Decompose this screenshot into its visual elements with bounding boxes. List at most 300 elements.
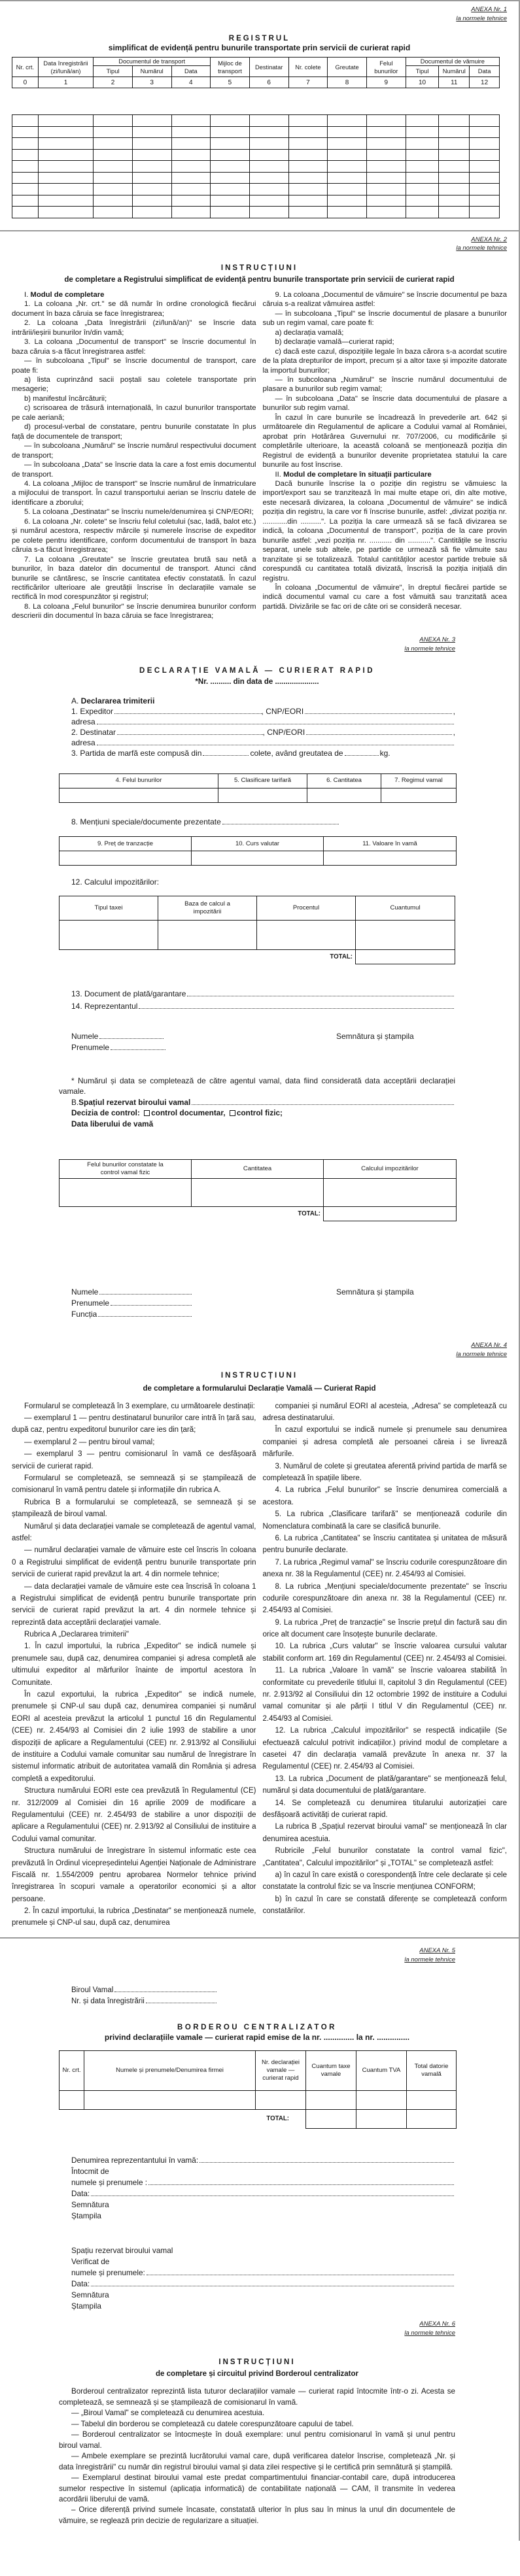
procentul-cell[interactable] (257, 921, 356, 950)
cantitatea-constatata-cell[interactable] (192, 1179, 324, 1207)
register-cell[interactable] (211, 126, 250, 138)
register-cell[interactable] (171, 172, 211, 184)
instruction-paragraph: Formularul se completează, se semnează și se ștampilează de comisionarul în vamă pentru datele și informațiile din rubrica A. (12, 1474, 256, 1495)
register-cell[interactable] (171, 184, 211, 195)
annex2-instructions (12, 290, 507, 621)
instruction-paragraph: — în subcoloana „Tipul" se înscrie documentul de transport, care poate fi: (12, 357, 256, 375)
declaration-number-date: *Nr. .......... din data de ..................... (195, 678, 319, 686)
annex2-title: INSTRUCȚIUNI (220, 264, 298, 273)
partida-weight-label: colete, având greutatea de (250, 748, 343, 758)
instruction-paragraph: — Ambele exemplare se prezintă lucrătorului vamal care, după verificarea datelor înscrise, completează „Nr. și data înregistrării" cu număr din registrul biroului vamal și data zilei respective și le certifică prin semnătură și ștampilă. (59, 2452, 455, 2471)
verificat-data-line (71, 2279, 455, 2290)
felul-bunurilor-cell[interactable] (60, 788, 218, 802)
instruction-paragraph: b) declarație vamală—curierat rapid; (275, 338, 394, 347)
register-cell[interactable] (328, 195, 367, 207)
instruction-paragraph: 5. La rubrica „Clasificare tarifară" se menționează codurile din Nomenclatura combinată la care se clasifică bunurile. (262, 1510, 507, 1531)
register-cell[interactable] (288, 172, 328, 184)
section-b (59, 1076, 455, 1130)
instruction-paragraph: Structura numărului EORI este cea prevăzută în Regulamentul (CE) nr. 312/2009 al Comisiei din 16 aprilie 2009 de modificare a Regulamentului (CEE) nr. 2.454/93 de stabilire a unor dispoziții de aplicare a Regulamentului (CEE) nr. 2.913/92 al Consiliului de instituire a Codului vamal comunitar. (12, 1787, 256, 1843)
instruction-paragraph: — „Biroul Vamal" se completează cu denumirea acestuia. (71, 2409, 265, 2418)
register-cell[interactable] (211, 115, 250, 127)
agent-functia-field[interactable] (98, 1310, 192, 1317)
register-cell[interactable] (406, 138, 439, 150)
register-cell[interactable] (367, 126, 406, 138)
annex4-left-column (12, 1400, 256, 1929)
annex2-left-column (12, 290, 256, 621)
annex4-instructions (12, 1400, 507, 1929)
expeditor-address-label: adresa (71, 717, 95, 727)
register-cell[interactable] (12, 195, 39, 207)
register-cell[interactable] (12, 126, 39, 138)
register-cell[interactable] (94, 149, 133, 161)
colete-count-field[interactable] (203, 749, 249, 756)
instruction-paragraph: — în subcoloana „Data" se înscrie data la care a fost emis documentul de transport. (12, 461, 256, 479)
data-liberului: Data liberului de vamă (71, 1119, 154, 1128)
register-cell[interactable] (38, 115, 94, 127)
pret-cell[interactable] (60, 851, 192, 866)
instruction-paragraph: 3. Numărul de colete și greutatea aferentă privind partida de marfă se completează în spațiile libere. (262, 1462, 507, 1482)
register-cell[interactable] (439, 195, 470, 207)
agent-functia-line (71, 1309, 193, 1320)
prenumele-field[interactable] (111, 1043, 165, 1050)
register-cell[interactable] (470, 149, 500, 161)
baza-calcul-cell[interactable] (158, 921, 257, 950)
register-cell[interactable] (288, 207, 328, 218)
verificat-data-field[interactable] (91, 2280, 454, 2286)
col-calculul-impozitarilor: Calculul impozitărilor (324, 1160, 457, 1179)
denumire-repr-field[interactable] (199, 2156, 454, 2163)
register-cell[interactable] (288, 195, 328, 207)
register-cell[interactable] (439, 126, 470, 138)
instruction-paragraph: 1. La coloana „Nr. crt." se dă număr în ordine cronologică fiecărui document în baza căruia se face înregistrarea; (12, 300, 256, 318)
register-cell[interactable] (211, 207, 250, 218)
expeditor-cnp-field[interactable] (305, 707, 451, 714)
prenumele-label: Prenumele (71, 1042, 110, 1052)
annex4-page (0, 1337, 520, 1937)
col-doc-transport: Documentul de transport (94, 58, 211, 66)
denumire-repr-label: Denumirea reprezentantului în vamă: (71, 2156, 199, 2165)
column-number-12: 12 (470, 77, 500, 88)
register-cell[interactable] (328, 138, 367, 150)
register-cell[interactable] (439, 161, 470, 173)
doc-plata-field[interactable] (187, 990, 454, 996)
instruction-paragraph: Formularul se completează în 3 exemplare, cu următoarele destinații: (24, 1402, 255, 1410)
register-cell[interactable] (250, 138, 289, 150)
col-nr-colete: Nr. colete (288, 58, 328, 77)
table-row (12, 126, 500, 138)
register-cell[interactable] (171, 126, 211, 138)
register-cell[interactable] (288, 115, 328, 127)
register-cell[interactable] (132, 115, 171, 127)
register-cell[interactable] (38, 138, 94, 150)
intocmit-nume-line (71, 2177, 455, 2188)
register-cell[interactable] (171, 195, 211, 207)
section-b-field[interactable] (192, 1098, 454, 1105)
register-cell[interactable] (38, 149, 94, 161)
intocmit-nume-field[interactable] (148, 2178, 454, 2185)
register-cell[interactable] (288, 161, 328, 173)
annex5-title: BORDEROU CENTRALIZATOR (177, 2023, 337, 2031)
register-cell[interactable] (12, 138, 39, 150)
register-cell[interactable] (288, 138, 328, 150)
column-number-2: 2 (94, 77, 133, 88)
register-cell[interactable] (132, 172, 171, 184)
section-a (59, 696, 455, 759)
register-cell[interactable] (439, 207, 470, 218)
numele-field[interactable] (99, 1032, 164, 1039)
register-cell[interactable] (367, 207, 406, 218)
payment-representative (59, 988, 455, 1013)
instruction-paragraph: — data declarației vamale de vămuire este cea înscrisă în coloana 1 a Registrului simplificat de evidență pentru bunurile transportate prin servicii de curierat rapid prevăzut la art. 4 din normele tehnice și reprezintă data acceptării declarației vamale. (12, 1582, 256, 1627)
register-cell[interactable] (406, 161, 439, 173)
register-cell[interactable] (406, 149, 439, 161)
control-total-label: TOTAL: (298, 1210, 321, 1217)
register-cell[interactable] (94, 161, 133, 173)
register-cell[interactable] (12, 161, 39, 173)
register-cell[interactable] (328, 126, 367, 138)
register-cell[interactable] (12, 115, 39, 127)
register-cell[interactable] (94, 195, 133, 207)
sub-tipul: Tipul (94, 66, 133, 77)
instruction-paragraph: 10. La rubrica „Curs valutar" se înscrie valoarea cursului valutar stabilit conform art. 169 din Regulamentul (CEE) nr. 2.454/93 al Comisiei. (262, 1642, 507, 1663)
instruction-paragraph: Borderoul centralizator reprezintă lista tuturor declarațiilor vamale — curierat rapid întocmite într-o zi. Acesta se completează, se semnează și se ștampilează de comisionarul în vamă. (59, 2387, 455, 2407)
register-cell[interactable] (367, 195, 406, 207)
instruction-paragraph: — exemplarul 2 — pentru biroul vamal; (24, 1438, 155, 1446)
table-row (12, 184, 500, 195)
instruction-paragraph: 4. La coloana „Mijloc de transport" se înscrie numărul de înmatriculare a mijlocului de transport. În cazul transportului aerian se înscriu datele de identificare a zborului; (12, 479, 256, 507)
register-cell[interactable] (406, 126, 439, 138)
tax-total-cell[interactable] (356, 950, 455, 964)
register-cell[interactable] (470, 115, 500, 127)
annex4-reference (12, 1341, 507, 1359)
register-cell[interactable] (470, 126, 500, 138)
register-cell[interactable] (250, 207, 289, 218)
reprezentant-label: 14. Reprezentantul (71, 1002, 138, 1011)
col-taxe-vamale: Cuantum taxe vamale (306, 2051, 356, 2091)
register-cell[interactable] (171, 115, 211, 127)
felul-constatate-cell[interactable] (60, 1179, 192, 1207)
table-row (12, 161, 500, 173)
col-tva: Cuantum TVA (356, 2051, 407, 2091)
biroul-vamal-field[interactable] (114, 1986, 217, 1992)
doc-plata-label: 13. Document de plată/garantare (71, 989, 186, 999)
register-cell[interactable] (211, 161, 250, 173)
register-cell[interactable] (328, 184, 367, 195)
register-cell[interactable] (288, 149, 328, 161)
sub-data-vamuire: Data (470, 66, 500, 77)
annex3-ref-norms: la normele tehnice (404, 645, 455, 652)
cantitatea-cell[interactable] (307, 788, 381, 802)
register-cell[interactable] (94, 115, 133, 127)
doc-plata-line (71, 988, 455, 1000)
register-cell[interactable] (38, 195, 94, 207)
instruction-paragraph: b) manifestul încărcăturii; (24, 394, 107, 403)
col-procentul: Procentul (257, 896, 356, 921)
column-number-10: 10 (406, 77, 439, 88)
office-info (59, 1985, 455, 2007)
col-felul-bunurilor: 4. Felul bunurilor (60, 773, 218, 788)
destinatar-field[interactable] (117, 728, 262, 735)
register-cell[interactable] (94, 184, 133, 195)
signature-block-2 (59, 1287, 455, 1320)
expeditor-field[interactable] (114, 707, 261, 714)
register-cell[interactable] (367, 184, 406, 195)
nume-cell[interactable] (84, 2091, 256, 2110)
register-cell[interactable] (94, 126, 133, 138)
total-taxe-cell[interactable] (306, 2110, 356, 2129)
annex6-reference (59, 2320, 455, 2338)
verificat-de-label: Verificat de (71, 2257, 110, 2267)
register-cell[interactable] (38, 184, 94, 195)
instruction-paragraph: 6. La rubrica „Cantitatea" se înscriu cantitatea și unitatea de măsură pentru bunurile declarate. (262, 1534, 507, 1555)
reprezentant-field[interactable] (139, 1002, 454, 1009)
register-cell[interactable] (439, 115, 470, 127)
register-cell[interactable] (367, 115, 406, 127)
annex1-table-continued (0, 114, 520, 230)
signature-stamp-label: Semnătura și ștampila (336, 1031, 414, 1041)
register-cell[interactable] (132, 126, 171, 138)
table-row (12, 138, 500, 150)
instruction-paragraph: În coloana „Documentul de vămuire", în dreptul fiecărei partide se indică documentul vamal cu care a fost vămuită sau tranzitată acea partidă. Divizările se fac ori de câte ori se consideră necesar. (262, 583, 507, 611)
register-cell[interactable] (470, 138, 500, 150)
denumire-repr-line (71, 2155, 455, 2166)
col-clasificare-tarifara: 5. Clasificare tarifară (218, 773, 307, 788)
column-number-6: 6 (249, 77, 288, 88)
instruction-paragraph: I. Modul de completare (24, 290, 105, 299)
expeditor-address-field[interactable] (97, 718, 454, 724)
taxe-cell[interactable] (306, 2091, 356, 2110)
total-datorie-cell[interactable] (407, 2110, 457, 2129)
col-tipul-taxei: Tipul taxei (60, 896, 158, 921)
declaratie-cell[interactable] (256, 2091, 306, 2110)
register-cell[interactable] (211, 149, 250, 161)
tva-cell[interactable] (356, 2091, 407, 2110)
register-cell[interactable] (38, 126, 94, 138)
instruction-paragraph: Dacă bunurile înscrise la o poziție din registru se vămuiesc la import/export sau se tranzitează în mai multe etape ori, din alte motive, este necesară divizarea, la coloana „Documentul de vămuire" se indică poziția din registru, la care vor fi înscrise bunurile, astfel: „divizat poziția nr. ............din ..........". La poziția la care urmează să se facă divizarea se indică, la coloana „Documentul de transport", poziția de la care provin bunurile astfel: „vezi poziția nr. ........... din ...........". Cantitățile se înscriu separat, unele sub altele, pe partide ce urmează să fie vămuite sau tranzitate și se totalizează. Totalul cantităților acestor partide trebuie să corespundă cu cantitatea totală divizată, înscrisă la poziția inițială din registru. (262, 479, 507, 583)
instruction-paragraph: — Borderoul centralizator se întocmește în două exemplare: unul pentru comisionarul în vamă și unul pentru biroul vamal. (59, 2430, 455, 2450)
register-cell[interactable] (439, 149, 470, 161)
control-fizic-checkbox[interactable] (230, 1110, 235, 1116)
register-cell[interactable] (171, 207, 211, 218)
register-cell[interactable] (250, 184, 289, 195)
register-cell[interactable] (12, 207, 39, 218)
column-number-0: 0 (12, 77, 39, 88)
register-cell[interactable] (250, 115, 289, 127)
col-cantitatea-constatata: Cantitatea (192, 1160, 324, 1179)
annex1-title: REGISTRUL (228, 34, 290, 42)
register-cell[interactable] (171, 161, 211, 173)
numele-label: Numele (71, 1031, 99, 1041)
numele-line (71, 1031, 165, 1042)
instruction-paragraph: — în subcoloana „Numărul" se înscrie numărul documentului de plasare a bunurilor sub regim vamal; (262, 375, 507, 394)
mentiuni-label: 8. Mențiuni speciale/documente prezentate (71, 817, 221, 826)
expeditor-address-line (71, 717, 455, 728)
register-cell[interactable] (470, 195, 500, 207)
register-cell[interactable] (288, 184, 328, 195)
annex2-page (0, 231, 520, 630)
footnote: * Numărul și data se completează de către agentul vamal, data fiind considerată data acceptării declarației vamale. (59, 1076, 455, 1096)
instruction-paragraph: 3. La coloana „Documentul de transport" se înscrie documentul în baza căruia s-a făcut înregistrarea astfel: (12, 338, 256, 356)
register-cell[interactable] (12, 149, 39, 161)
annex4-subtitle: de completare a formularului Declarație Vamală — Curierat Rapid (143, 1384, 376, 1393)
total-cell[interactable] (407, 2091, 457, 2110)
control-decision (59, 1108, 455, 1119)
register-cell[interactable] (439, 172, 470, 184)
control-total-cell[interactable] (324, 1207, 457, 1221)
register-cell[interactable] (250, 161, 289, 173)
agent-numele-field[interactable] (99, 1288, 192, 1295)
register-cell[interactable] (94, 207, 133, 218)
register-cell[interactable] (132, 195, 171, 207)
register-cell[interactable] (171, 149, 211, 161)
tipul-taxei-cell[interactable] (60, 921, 158, 950)
col-greutate: Greutate (328, 58, 367, 77)
register-cell[interactable] (288, 126, 328, 138)
col-data-inregistrarii: Data înregistrării (zi/lună/an) (38, 58, 94, 77)
register-cell[interactable] (406, 115, 439, 127)
column-number-9: 9 (366, 77, 406, 88)
verificat-nume-field[interactable] (147, 2269, 454, 2275)
register-cell[interactable] (132, 138, 171, 150)
instruction-paragraph: — exemplarul 3 — pentru comisionarul în vamă ce desfășoară servicii de curierat rapid. (12, 1450, 256, 1470)
register-cell[interactable] (250, 149, 289, 161)
register-cell[interactable] (132, 161, 171, 173)
register-cell[interactable] (328, 172, 367, 184)
register-cell[interactable] (328, 115, 367, 127)
intocmit-data-field[interactable] (91, 2190, 454, 2196)
register-cell[interactable] (211, 172, 250, 184)
value-table (59, 836, 457, 866)
instruction-paragraph: — exemplarul 1 — pentru destinatarul bunurilor care intră în țară sau, după caz, pentru expeditorul bunurilor care ies din țară; (12, 1414, 256, 1434)
register-cell[interactable] (367, 138, 406, 150)
prepared-by (59, 2155, 455, 2222)
instruction-paragraph: 8. La coloana „Felul bunurilor" se înscrie denumirea bunurilor conform descrierii din documentul în baza căruia se face înregistrarea; (12, 602, 256, 620)
instruction-paragraph: a) declarația vamală; (275, 328, 344, 337)
register-cell[interactable] (406, 207, 439, 218)
instruction-paragraph: 11. La rubrica „Valoare în vamă" se înscrie valoarea stabilită în conformitate cu prevederile titlului II, capitolul 3 din Regulamentul (CEE) nr. 2.913/92 al Consiliului din 12 octombrie 1992 de instituire a Codului vamal comunitar și ale părții I titlul V din Regulamentul (CEE) nr. 2.454/93 al Comisiei. (262, 1667, 507, 1723)
instruction-paragraph: — Tabelul din borderou se completează cu datele corespunzătoare capului de tabel. (71, 2419, 354, 2428)
instruction-paragraph: b) în cazul în care se constată diferențe se completează conform constatărilor. (262, 1895, 507, 1916)
destinatar-line: 2. Destinatar , CNP/EORI , (71, 728, 456, 737)
instruction-paragraph: Structura numărului de înregistrare în sistemul informatic este cea prevăzută în Ordinul vicepreședintelui Agenției Naționale de Administrare Fiscală nr. 1.554/2009 pentru aprobarea Normelor tehnice privind înregistrarea în scopuri vamale a operatorilor economici și a altor persoane. (12, 1847, 256, 1903)
table-row (12, 195, 500, 207)
register-cell[interactable] (211, 195, 250, 207)
total-tva-cell[interactable] (356, 2110, 407, 2129)
annex6-subtitle: de completare și circuitul privind Borderoul centralizator (156, 2369, 358, 2378)
cuantumul-cell[interactable] (356, 921, 455, 950)
instruction-paragraph: 13. La rubrica „Document de plată/garantare" se menționează felul, numărul și data documentului de plată/garantare. (262, 1774, 507, 1795)
valoare-cell[interactable] (324, 851, 457, 866)
register-cell[interactable] (38, 172, 94, 184)
register-cell[interactable] (132, 149, 171, 161)
col-total-datorie: Total datorie vamală (407, 2051, 457, 2091)
instruction-paragraph: — în subcoloana „Data" se înscrie data documentului de plasare a bunurilor sub regim vamal. (262, 394, 507, 413)
curs-cell[interactable] (192, 851, 324, 866)
destinatar-cnp-field[interactable] (306, 728, 451, 735)
col-baza-calcul: Baza de calcul a impozitării (158, 896, 257, 921)
nr-cell[interactable] (60, 2091, 84, 2110)
destinatar-address-field[interactable] (97, 739, 454, 745)
instruction-paragraph: 1. În cazul importului, la rubrica „Expeditor" se indică numele și prenumele sau, după caz, denumirea companiei și adresa completă ale ultimului expeditor al mărfurilor înainte de importul acestora în Comunitate. (12, 1642, 256, 1687)
register-cell[interactable] (367, 161, 406, 173)
instruction-paragraph: a) în cazul în care există o corespondență între cele declarate și cele constatate la controlul fizic se va înscrie mențiunea CONFORM; (262, 1871, 507, 1891)
regimul-cell[interactable] (381, 788, 457, 802)
col-nr-crt: Nr. crt. (12, 58, 39, 77)
register-cell[interactable] (12, 184, 39, 195)
register-cell[interactable] (328, 149, 367, 161)
annex3-page (0, 630, 520, 1337)
annex6-ref-number: ANEXA Nr. 6 (419, 2320, 455, 2328)
annex2-ref-norms: la normele tehnice (456, 245, 507, 252)
col-cuantumul: Cuantumul (356, 896, 455, 921)
register-cell[interactable] (12, 172, 39, 184)
partida-line (71, 749, 455, 759)
nr-data-field[interactable] (146, 1997, 217, 2003)
register-cell[interactable] (94, 138, 133, 150)
annex1-reference (12, 5, 507, 24)
register-cell[interactable] (470, 184, 500, 195)
tax-calc-table (59, 896, 455, 964)
table-row (12, 149, 500, 161)
register-cell[interactable] (38, 161, 94, 173)
instruction-paragraph: 5. La coloana „Destinatar" se înscriu numele/denumirea și CNP/EORI; (24, 508, 254, 517)
register-cell[interactable] (171, 138, 211, 150)
register-cell[interactable] (367, 149, 406, 161)
table-row (12, 115, 500, 127)
register-cell[interactable] (470, 161, 500, 173)
register-cell[interactable] (406, 184, 439, 195)
register-cell[interactable] (328, 207, 367, 218)
register-cell[interactable] (250, 172, 289, 184)
column-number-3: 3 (132, 77, 171, 88)
biroul-vamal-label: Biroul Vamal (71, 1986, 114, 1995)
register-cell[interactable] (132, 207, 171, 218)
register-cell[interactable] (470, 207, 500, 218)
annex2-subtitle: de completare a Registrului simplificat de evidență pentru bunurile transportate prin servicii de curierat rapid (64, 275, 455, 284)
reprezentant-line (71, 1000, 455, 1013)
register-cell[interactable] (250, 195, 289, 207)
instruction-paragraph: Numărul și data declarației vamale se completează de agentul vamal, astfel: (12, 1522, 256, 1542)
register-cell[interactable] (250, 126, 289, 138)
destinatar-address-label: adresa (71, 737, 95, 747)
register-cell[interactable] (439, 138, 470, 150)
register-cell[interactable] (132, 184, 171, 195)
instruction-paragraph: În cazul exportului, la rubrica „Expeditor" se indică numele, prenumele și CNP-ul sau după caz, denumirea companiei și numărul EORI al acesteia prevăzut la articolul 1 punctul 16 din Regulamentul (CEE) nr. 2.454/93 al Comisiei din 2 iulie 1993 de stabilire a unor dispoziții de aplicare a Regulamentului (CEE) nr. 2.913/92 al Consiliului de instituire a Codului vamale comunitar sau numărul de înregistrare în sistemul informatic atribuit de autoritatea vamală din România și adresa completă a expeditorului. (12, 1691, 256, 1783)
table-row (12, 207, 500, 218)
annex1-subtitle: simplificat de evidență pentru bunurile transportate prin servicii de curierat rapid (108, 43, 411, 53)
register-cell[interactable] (211, 184, 250, 195)
control-documentar-checkbox[interactable] (144, 1110, 150, 1116)
register-cell[interactable] (439, 184, 470, 195)
borderou-total-label: TOTAL: (266, 2115, 289, 2123)
register-cell[interactable] (328, 161, 367, 173)
agent-prenumele-field[interactable] (111, 1299, 192, 1306)
register-cell[interactable] (470, 172, 500, 184)
register-cell[interactable] (367, 172, 406, 184)
mentiuni-field[interactable] (222, 818, 339, 824)
register-cell[interactable] (406, 172, 439, 184)
column-number-4: 4 (171, 77, 211, 88)
annex2-right-column (263, 290, 508, 621)
register-cell[interactable] (38, 207, 94, 218)
register-cell[interactable] (406, 195, 439, 207)
register-cell[interactable] (211, 138, 250, 150)
calcul-cell[interactable] (324, 1179, 457, 1207)
weight-field[interactable] (345, 749, 379, 756)
col-cantitatea: 6. Cantitatea (307, 773, 381, 788)
clasificare-cell[interactable] (218, 788, 307, 802)
register-cell[interactable] (94, 172, 133, 184)
